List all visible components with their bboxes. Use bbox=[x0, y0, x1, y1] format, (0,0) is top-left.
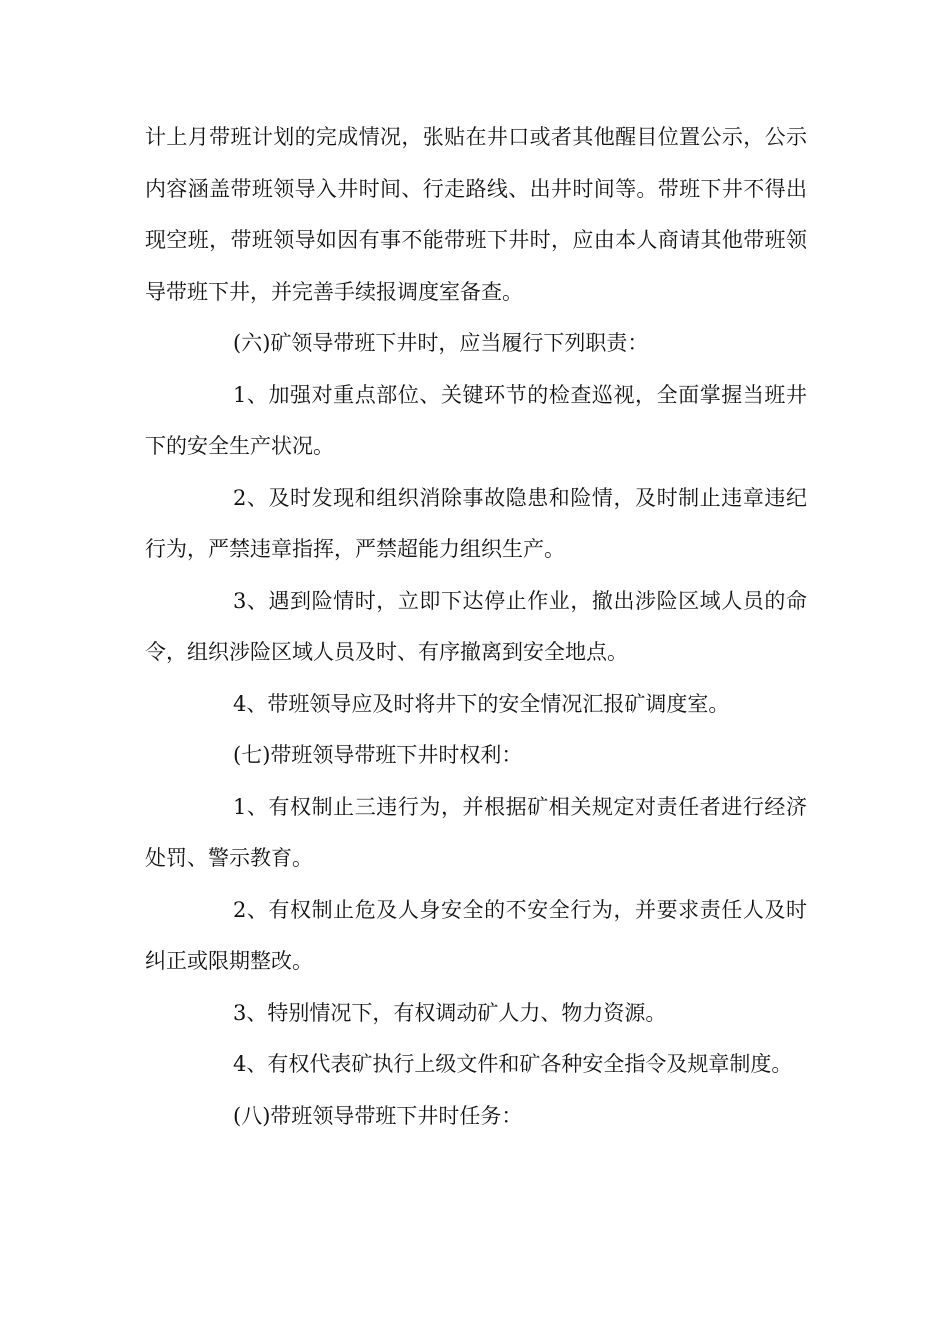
paragraph-continuation: 计上月带班计划的完成情况，张贴在井口或者其他醒目位置公示，公示内容涵盖带班领导入井时间、行走路线、出井时间等。带班下井不得出现空班，带班领导如因有事不能带班下井时，应由本人商请其他带班领导带班下井，并完善手续报调度室备查。 bbox=[145, 125, 807, 304]
document-body bbox=[145, 112, 807, 1142]
duty-item-2: 2、及时发现和组织消除事故隐患和险情，及时制止违章违纪行为，严禁违章指挥，严禁超能力组织生产。 bbox=[145, 485, 807, 561]
right-item-4: 4、有权代表矿执行上级文件和矿各种安全指令及规章制度。 bbox=[233, 1052, 793, 1076]
section-heading-7: (七)带班领导带班下井时权利： bbox=[233, 743, 523, 767]
section-heading-6: (六)矿领导带班下井时，应当履行下列职责： bbox=[233, 331, 649, 355]
right-item-3: 3、特别情况下，有权调动矿人力、物力资源。 bbox=[233, 1000, 667, 1025]
duty-item-4: 4、带班领导应及时将井下的安全情况汇报矿调度室。 bbox=[233, 691, 730, 716]
duty-item-1: 1、加强对重点部位、关键环节的检查巡视，全面掌握当班井下的安全生产状况。 bbox=[145, 382, 807, 458]
section-heading-8: (八)带班领导带班下井时任务： bbox=[233, 1103, 523, 1128]
right-item-2: 2、有权制止危及人身安全的不安全行为，并要求责任人及时纠正或限期整改。 bbox=[145, 897, 807, 973]
right-item-1: 1、有权制止三违行为，并根据矿相关规定对责任者进行经济处罚、警示教育。 bbox=[145, 794, 807, 870]
duty-item-3: 3、遇到险情时，立即下达停止作业，撤出涉险区域人员的命令，组织涉险区域人员及时、有序撤离到安全地点。 bbox=[145, 588, 807, 664]
